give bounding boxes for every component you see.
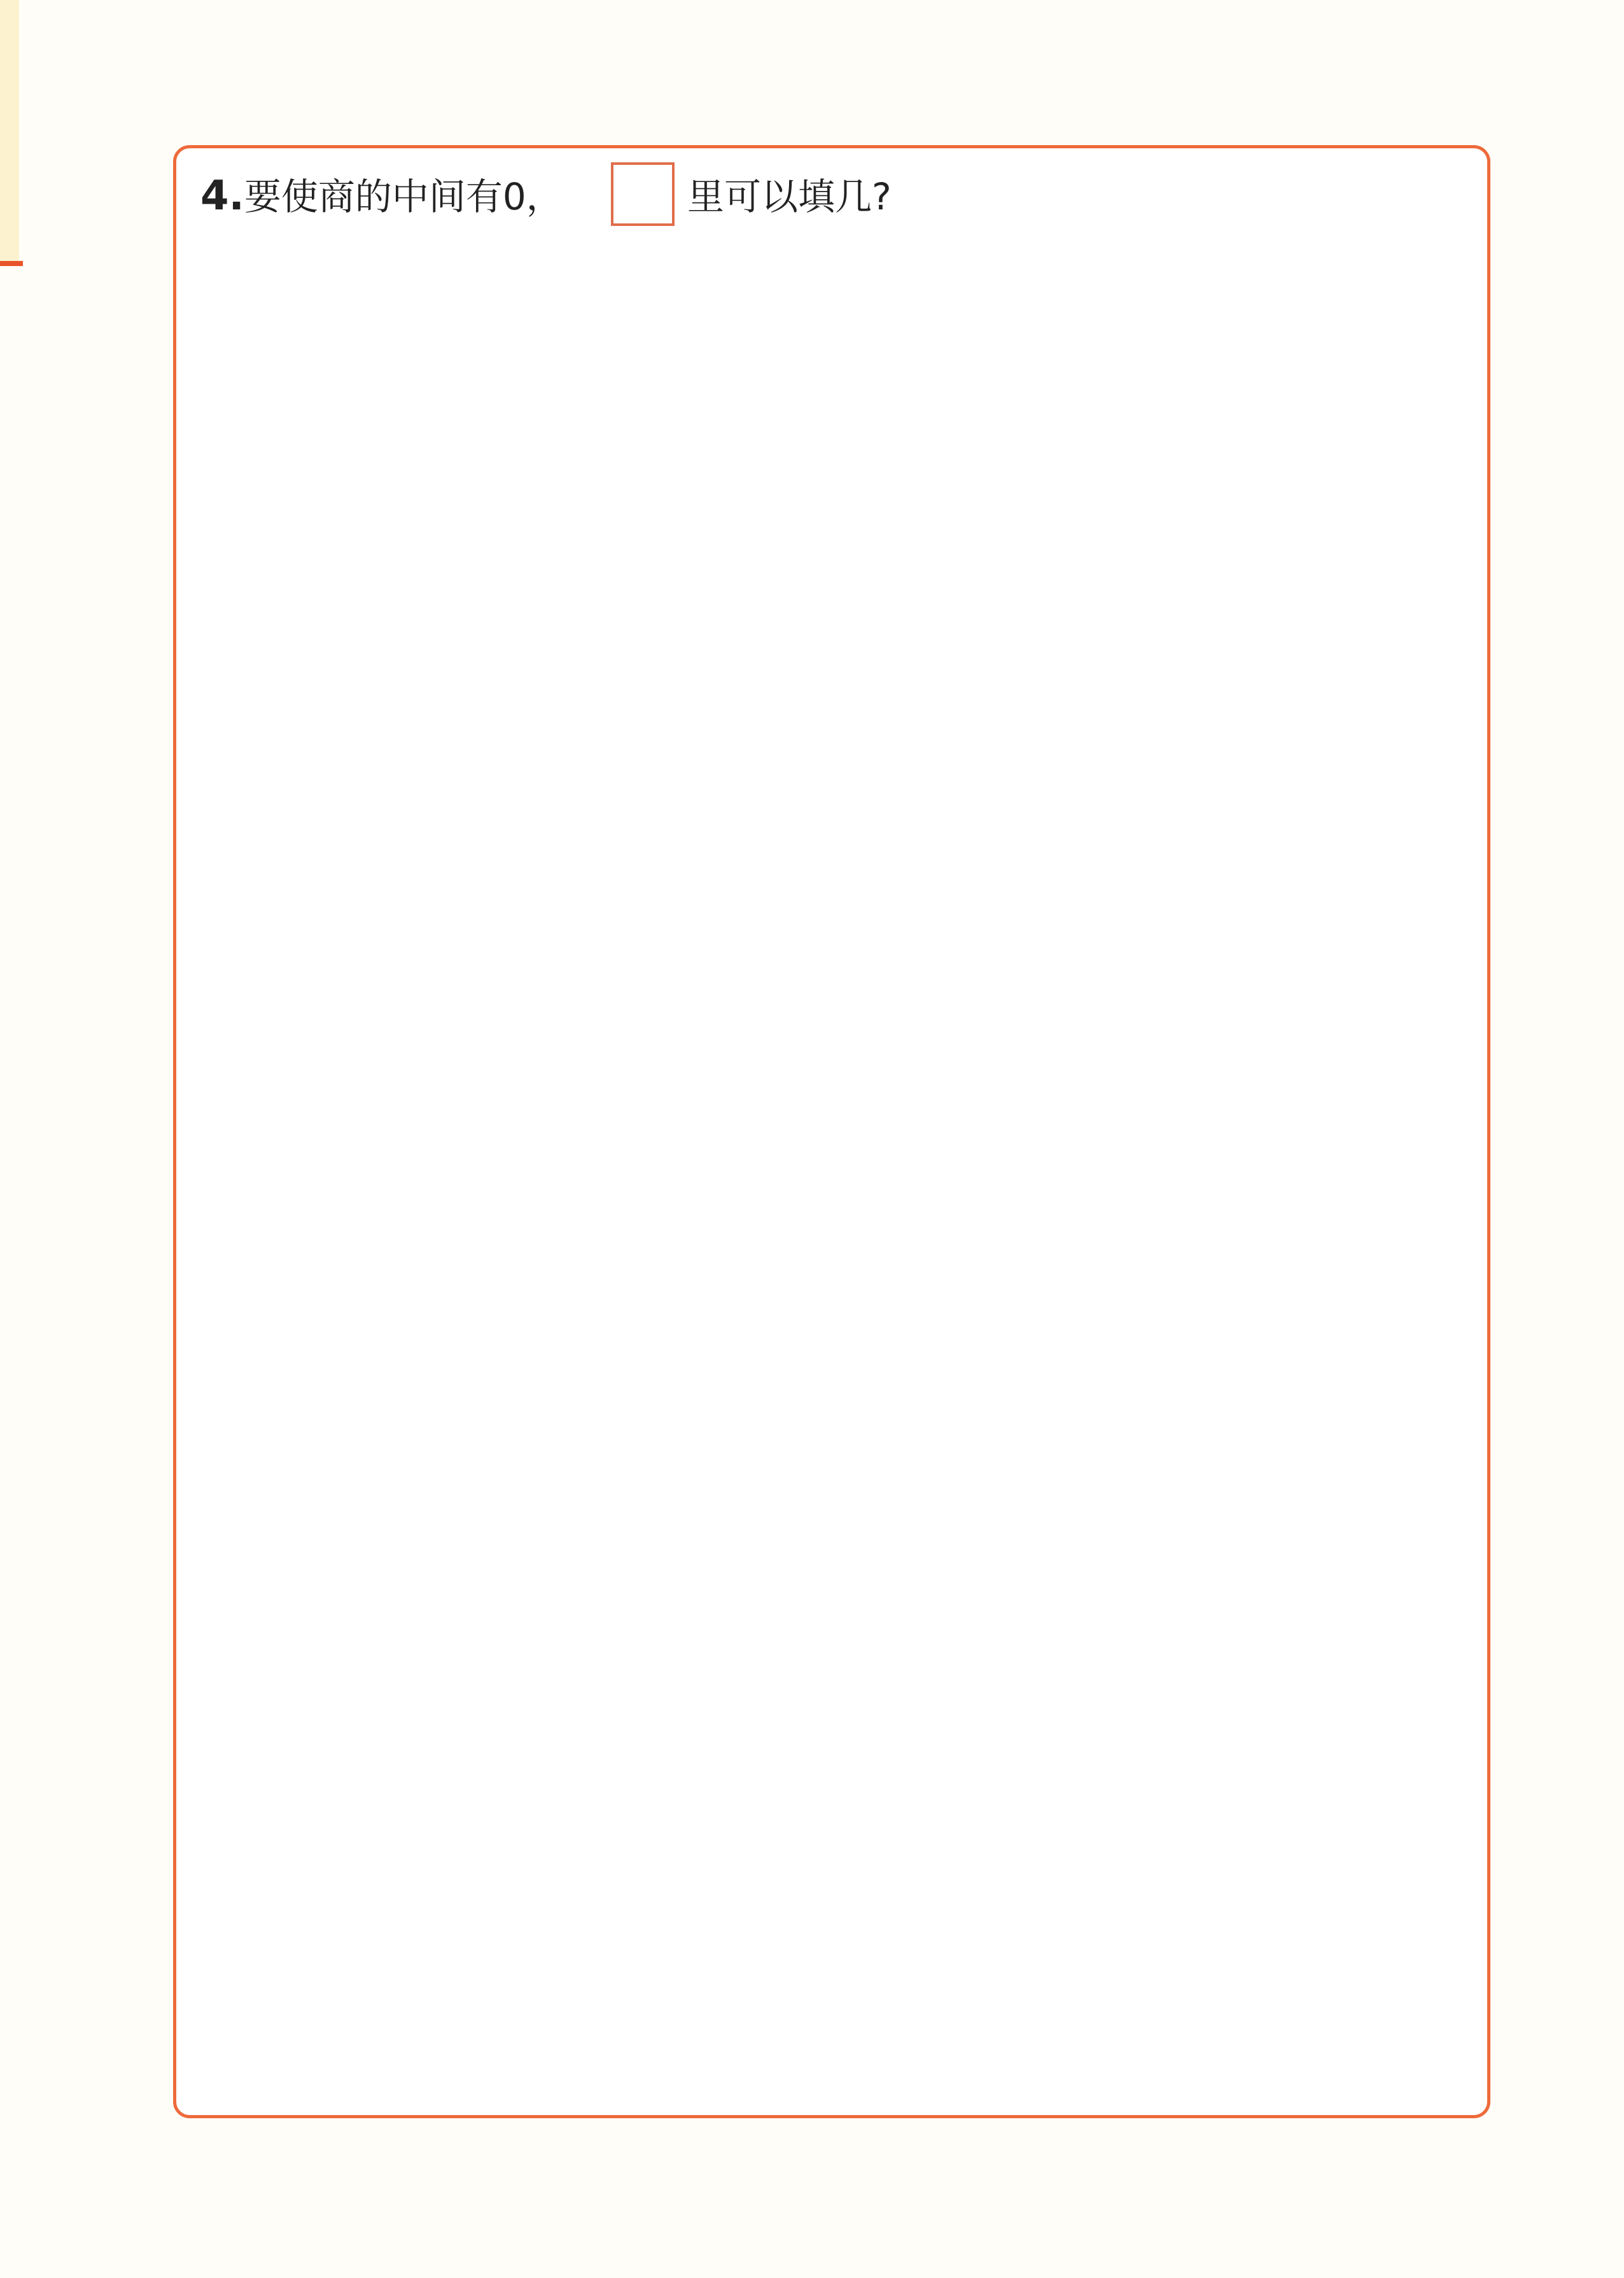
- q4-prompt-box: [611, 162, 675, 226]
- page-edge-line: [0, 261, 23, 266]
- exercise-frame: [173, 145, 1490, 2118]
- q4-number: 4.: [200, 172, 244, 220]
- q4-text-before: 要使商的中间有0，: [244, 175, 563, 218]
- q4-prompt: [200, 167, 563, 220]
- page-edge-tab: [0, 0, 19, 261]
- q4-text-after: 里可以填几?: [687, 175, 892, 218]
